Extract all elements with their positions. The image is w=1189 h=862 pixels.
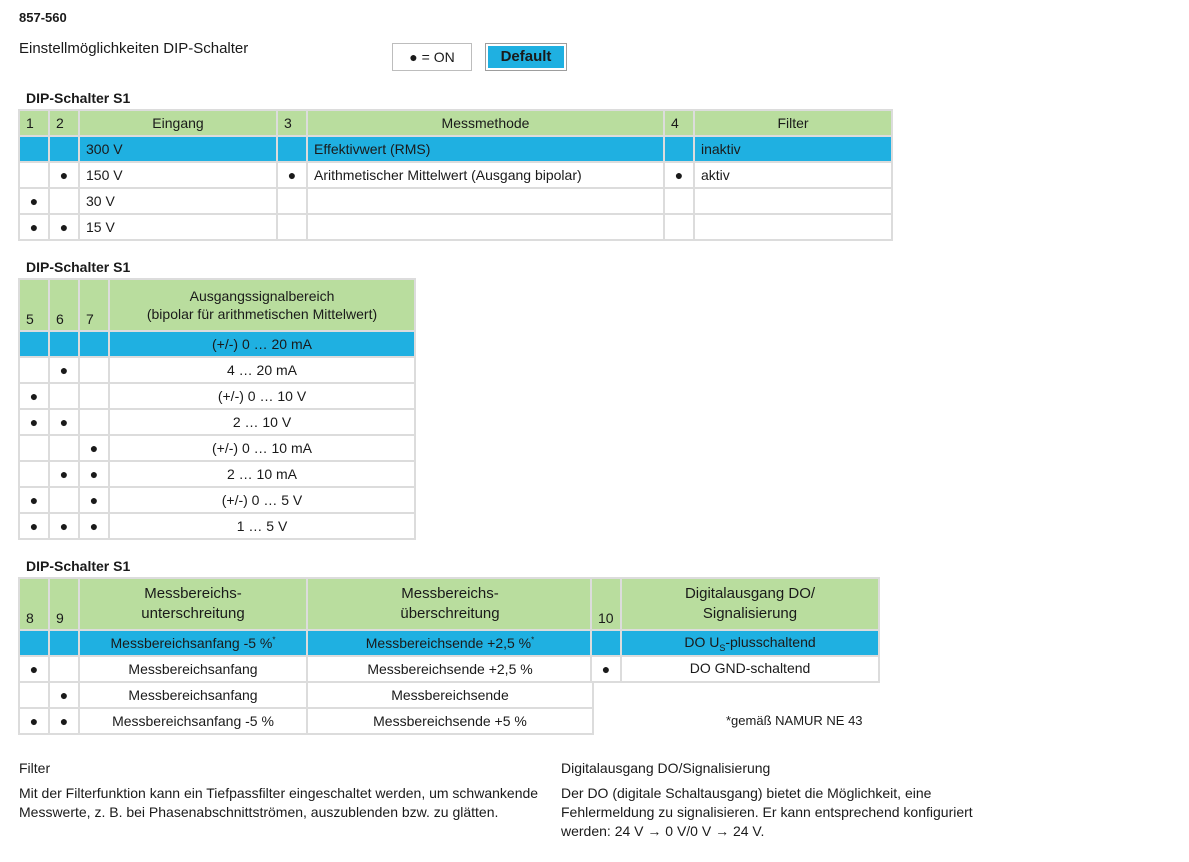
table-cell: ● <box>50 358 78 382</box>
table-row <box>20 358 414 382</box>
table-cell: ● <box>80 436 108 460</box>
legend-on-box: ● = ON <box>392 43 472 71</box>
table1-header-cell: Messmethode <box>308 111 663 135</box>
table-cell <box>278 137 306 161</box>
table3-header-do-line1: Digitalausgang DO/ <box>684 585 816 602</box>
table-row <box>20 683 592 707</box>
table-cell: ● <box>50 410 78 434</box>
table-cell <box>50 332 78 356</box>
legend-default-box: Default <box>485 43 567 71</box>
table-cell: ● <box>20 189 48 213</box>
table-cell: 15 V <box>80 215 276 239</box>
table-cell <box>20 436 48 460</box>
table-row <box>20 488 414 512</box>
footnote: *gemäß NAMUR NE 43 <box>726 713 863 728</box>
table1-header-cell: 1 <box>20 111 48 135</box>
table-cell: Messbereichsende +2,5 % <box>308 657 592 681</box>
table3-header-under-line1: Messbereichs- <box>144 585 242 602</box>
table-cell: 4 … 20 mA <box>110 358 414 382</box>
table-cell: 300 V <box>80 137 276 161</box>
table-cell <box>278 215 306 239</box>
table-row <box>20 631 592 655</box>
footnote-marker: * <box>531 635 535 645</box>
table-cell: ● <box>20 384 48 408</box>
table-cell <box>50 631 78 655</box>
table-cell: ● <box>50 462 78 486</box>
table3-header-under <box>80 579 306 629</box>
table-cell <box>665 215 693 239</box>
table-cell <box>308 189 663 213</box>
table-row <box>20 332 414 356</box>
table1-header-cell: Filter <box>695 111 891 135</box>
table-row <box>20 462 414 486</box>
table-cell <box>50 137 78 161</box>
table1-header-row <box>20 111 891 135</box>
table-cell <box>50 189 78 213</box>
table-cell <box>308 215 663 239</box>
cell-text: Messbereichsende +2,5 % <box>365 635 532 651</box>
cell-text: DO U <box>684 633 720 650</box>
table-cell: Effektivwert (RMS) <box>308 137 663 161</box>
table-cell: ● <box>20 709 48 733</box>
table-cell: Messbereichsende <box>308 683 592 707</box>
table-row <box>20 384 414 408</box>
table-cell <box>80 410 108 434</box>
filter-heading: Filter <box>19 760 51 776</box>
do-heading: Digitalausgang DO/Signalisierung <box>561 760 771 776</box>
table-cell: Arithmetischer Mittelwert (Ausgang bipolar) <box>308 163 663 187</box>
table-cell: ● <box>20 514 48 538</box>
table-cell: 1 … 5 V <box>110 514 414 538</box>
table-cell <box>50 436 78 460</box>
table1-header-cell: 2 <box>50 111 78 135</box>
table-cell <box>20 631 48 655</box>
table-cell: ● <box>278 163 306 187</box>
table-cell <box>695 189 891 213</box>
table3-header-cell: 9 <box>50 579 78 629</box>
table-row <box>20 215 891 239</box>
table-cell <box>622 631 878 655</box>
table-row <box>20 657 592 681</box>
table-cell <box>20 462 48 486</box>
table3-left <box>18 577 594 735</box>
table-cell: ● <box>20 410 48 434</box>
table-row <box>20 514 414 538</box>
table2-header-cell: 6 <box>50 280 78 330</box>
footnote-marker: * <box>272 635 276 645</box>
table-row <box>20 137 891 161</box>
table1-header-cell: Eingang <box>80 111 276 135</box>
table-cell <box>20 683 48 707</box>
table1-title: DIP-Schalter S1 <box>26 90 131 106</box>
table-cell: ● <box>50 163 78 187</box>
table-cell: Messbereichsanfang <box>80 683 306 707</box>
table2-header-cell: 7 <box>80 280 108 330</box>
table-cell <box>80 332 108 356</box>
cell-text: Messbereichsanfang -5 % <box>110 635 273 651</box>
table-row <box>20 163 891 187</box>
table-cell <box>80 384 108 408</box>
table-cell <box>50 657 78 681</box>
table-cell: ● <box>50 215 78 239</box>
table-cell: ● <box>50 683 78 707</box>
table-cell: 150 V <box>80 163 276 187</box>
cell-subscript: S <box>719 642 726 653</box>
table2-header-line2: (bipolar für arithmetischen Mittelwert) <box>146 306 378 322</box>
table3-header-do-line2: Signalisierung <box>702 605 798 622</box>
table3-do-header-row <box>592 579 878 629</box>
table-cell: ● <box>50 514 78 538</box>
table-cell <box>50 384 78 408</box>
table-row <box>20 410 414 434</box>
table-cell: 2 … 10 mA <box>110 462 414 486</box>
document-id: 857-560 <box>19 10 67 25</box>
table-cell: ● <box>80 488 108 512</box>
table-cell: Messbereichsanfang -5 % <box>80 709 306 733</box>
table-cell <box>622 657 878 681</box>
filter-body: Mit der Filterfunktion kann ein Tiefpassfilter eingeschaltet werden, um schwankende Messwerte, z. B. bei Phasenabschnittströmen, auszublenden bzw. zu glätten. <box>19 785 539 820</box>
table3-header-over-line2: überschreitung <box>400 605 500 622</box>
table-cell: aktiv <box>695 163 891 187</box>
table-cell: (+/-) 0 … 10 mA <box>110 436 414 460</box>
table-cell: ● <box>665 163 693 187</box>
table-cell: ● <box>50 709 78 733</box>
table-row <box>20 709 592 733</box>
table-cell: ● <box>20 488 48 512</box>
cell-text: -plusschaltend <box>725 633 816 650</box>
table2 <box>18 278 416 540</box>
table-cell <box>80 631 306 655</box>
table-cell: ● <box>80 462 108 486</box>
table2-header-main <box>110 280 414 330</box>
table-cell <box>665 137 693 161</box>
table-cell <box>20 137 48 161</box>
table3-header-row <box>20 579 592 629</box>
table3-header-cell: 8 <box>20 579 48 629</box>
table2-header-line1: Ausgangssignalbereich <box>189 288 335 304</box>
table-cell: ● <box>20 657 48 681</box>
do-body: Der DO (digitale Schaltausgang) bietet die Möglichkeit, eine Fehlermeldung zu signalisieren. Er kann entsprechend konfiguriert werden: 24 V → 0 V/0 V → 24 V. <box>561 785 973 839</box>
table2-header-cell: 5 <box>20 280 48 330</box>
table1-header-cell: 4 <box>665 111 693 135</box>
table-cell: inaktiv <box>695 137 891 161</box>
table-cell <box>308 631 592 655</box>
table3-header-over-line1: Messbereichs- <box>401 585 499 602</box>
table-row <box>592 657 878 681</box>
table3-header-under-line2: unterschreitung <box>141 605 245 622</box>
table-cell <box>80 358 108 382</box>
table3-header-cell: 10 <box>592 579 620 629</box>
table-cell <box>278 189 306 213</box>
table2-header-row <box>20 280 414 330</box>
table3-right <box>590 577 880 683</box>
table-cell <box>665 189 693 213</box>
table-cell <box>20 358 48 382</box>
table-cell: 30 V <box>80 189 276 213</box>
table-cell <box>592 631 620 655</box>
table-row <box>592 631 878 655</box>
table1-header-cell: 3 <box>278 111 306 135</box>
table-cell: (+/-) 0 … 20 mA <box>110 332 414 356</box>
table-cell: 2 … 10 V <box>110 410 414 434</box>
table-row <box>20 189 891 213</box>
table3-title: DIP-Schalter S1 <box>26 558 131 574</box>
table-cell <box>50 488 78 512</box>
table-cell <box>695 215 891 239</box>
table-cell: (+/-) 0 … 5 V <box>110 488 414 512</box>
cell-text: DO GND-schaltend <box>689 659 811 676</box>
table-cell: ● <box>20 215 48 239</box>
table-row <box>20 436 414 460</box>
page-subtitle: Einstellmöglichkeiten DIP-Schalter <box>19 40 249 57</box>
table-cell: (+/-) 0 … 10 V <box>110 384 414 408</box>
table-cell: Messbereichsanfang <box>80 657 306 681</box>
table3-header-do <box>622 579 878 629</box>
table1 <box>18 109 893 241</box>
table-cell: ● <box>592 657 620 681</box>
table-cell: ● <box>80 514 108 538</box>
table-cell <box>20 332 48 356</box>
table2-title: DIP-Schalter S1 <box>26 259 131 275</box>
table3-header-over <box>308 579 592 629</box>
table-cell: Messbereichsende +5 % <box>308 709 592 733</box>
table-cell <box>20 163 48 187</box>
